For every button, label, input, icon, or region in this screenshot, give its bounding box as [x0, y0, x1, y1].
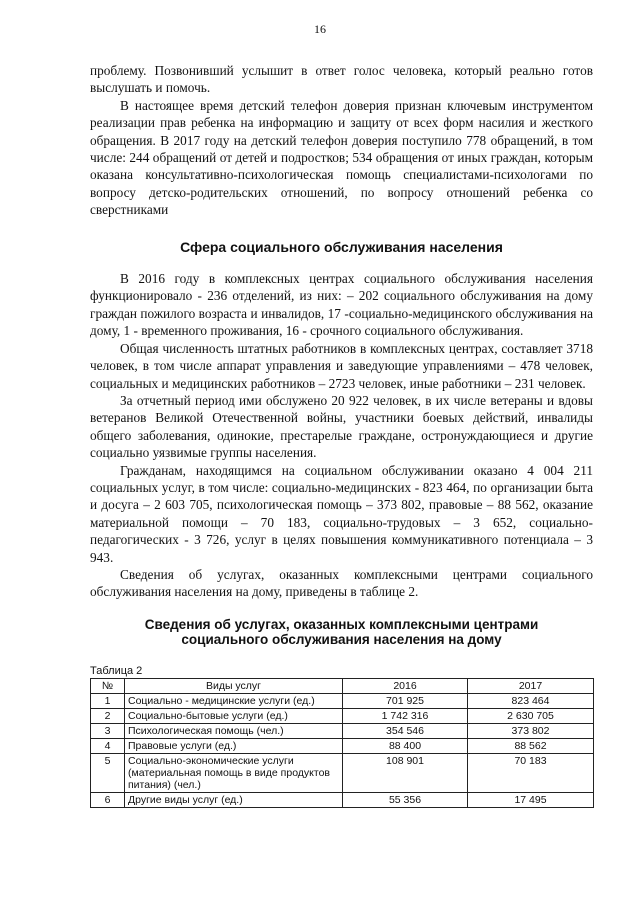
table-row	[91, 792, 594, 807]
paragraph: В 2016 году в комплексных центрах социального обслуживания населения функционировало - 236 отделений, из них: – 202 социального обслуживания на дому граждан пожилого возраста и инвалидов, 17 -социально-медицинского обслуживания на дому, 1 - временного проживания, 16 - срочного социального обслуживания.	[90, 271, 593, 339]
paragraph: Сведения об услугах, оказанных комплексными центрами социального обслуживания населения на дому, приведены в таблице 2.	[90, 566, 593, 600]
column-header-number: №	[91, 678, 125, 693]
value-2016: 1 742 316	[343, 708, 468, 723]
section-heading: Сфера социального обслуживания населения	[180, 238, 503, 255]
table-row	[91, 753, 594, 792]
paragraph: Гражданам, находящимся на социальном обслуживании оказано 4 004 211 социальных услуг, в том числе: социально-медицинских - 823 464, по организации быта и досуга – 2 603 705, психологическая помощь – 373 802, правовые – 88 562, оказание материальной помощи – 70 183, социально-трудовых – 3 652, социально-педагогических - 3 726, услуг в целях повышения коммуникативного потенциала – 3 943.	[90, 462, 593, 565]
table-title-line: Сведения об услугах, оказанных комплексными центрами	[144, 616, 539, 632]
column-header-service: Виды услуг	[125, 678, 343, 693]
value-2016: 88 400	[343, 738, 468, 753]
value-2017: 70 183	[468, 753, 594, 792]
value-2016: 55 356	[343, 792, 468, 807]
page-number: 16	[314, 22, 326, 36]
table-label: Таблица 2	[90, 664, 143, 677]
value-2017: 88 562	[468, 738, 594, 753]
service-name: Социально-экономические услуги (материальная помощь в виде продуктов питания) (чел.)	[125, 753, 343, 792]
paragraph: Общая численность штатных работников в комплексных центрах, составляет 3718 человек, в том числе аппарат управления и заведующие управлениями – 478 человек, социальных и медицинских работников – 2723 человек, иные работники – 231 человек.	[90, 340, 593, 391]
value-2016: 108 901	[343, 753, 468, 792]
table-title-line: социального обслуживания населения на дому	[181, 631, 502, 647]
column-header-2017: 2017	[468, 678, 594, 693]
value-2016: 701 925	[343, 693, 468, 708]
table-header-row	[91, 678, 594, 693]
value-2017: 823 464	[468, 693, 594, 708]
column-header-2016: 2016	[343, 678, 468, 693]
row-number: 3	[91, 723, 125, 738]
row-number: 4	[91, 738, 125, 753]
service-name: Другие виды услуг (ед.)	[125, 792, 343, 807]
services-table	[90, 678, 594, 808]
table-row	[91, 693, 594, 708]
service-name: Психологическая помощь (чел.)	[125, 723, 343, 738]
table-row	[91, 738, 594, 753]
row-number: 2	[91, 708, 125, 723]
row-number: 6	[91, 792, 125, 807]
value-2016: 354 546	[343, 723, 468, 738]
paragraph: В настоящее время детский телефон доверия признан ключевым инструментом реализации прав ребенка на информацию и защиту от всех форм насилия и жесткого обращения. В 2017 году на детский телефон доверия поступило 778 обращений, в том числе: 244 обращений от детей и подростков; 534 обращения от иных граждан, которым оказана консультативно-психологическая помощь специалистами-психологами по вопросу детско-родительских отношений, по вопросу отношений ребенка со сверстниками	[90, 97, 593, 218]
table-row	[91, 708, 594, 723]
document-body	[90, 62, 593, 808]
value-2017: 2 630 705	[468, 708, 594, 723]
paragraph: проблему. Позвонивший услышит в ответ голос человека, который реально готов выслушать и помочь.	[90, 63, 593, 96]
service-name: Социально-бытовые услуги (ед.)	[125, 708, 343, 723]
value-2017: 373 802	[468, 723, 594, 738]
row-number: 5	[91, 753, 125, 792]
paragraph: За отчетный период ими обслужено 20 922 человек, в их числе ветераны и вдовы ветеранов Великой Отечественной войны, участники боевых действий, инвалиды общего заболевания, одинокие, престарелые граждане, остронуждающиеся и другие социально уязвимые группы населения.	[90, 392, 593, 461]
table-title	[90, 617, 593, 647]
row-number: 1	[91, 693, 125, 708]
value-2017: 17 495	[468, 792, 594, 807]
service-name: Правовые услуги (ед.)	[125, 738, 343, 753]
service-name: Социально - медицинские услуги (ед.)	[125, 693, 343, 708]
table-row	[91, 723, 594, 738]
